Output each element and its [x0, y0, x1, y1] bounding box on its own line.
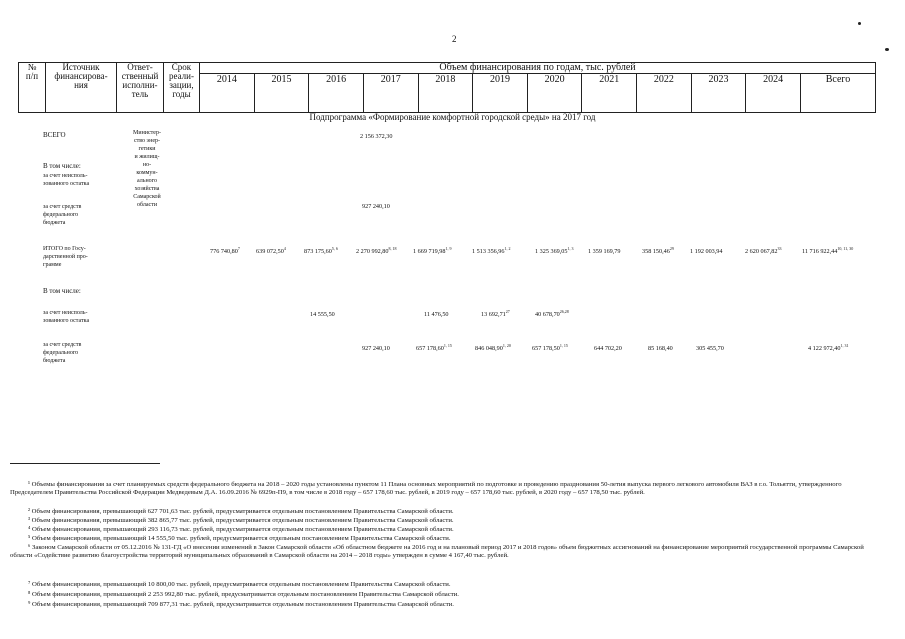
- unused-2020: 40 678,70$^{26,28}$: [535, 309, 569, 319]
- header-col-responsible: Ответ- ственный исполни- тель: [117, 63, 164, 113]
- footnote-7: ⁷ Объем финансирования, превышающий 10 800,00 тыс. рублей, предусматривается отдельным постановлением Правительства Самарской области.: [28, 581, 451, 588]
- header-year-total: Всего: [801, 74, 876, 113]
- footnote-6: ⁶ Законом Самарской области от 05.12.2016 № 131-ГД «О внесении изменений в Закон Самарской области «Об областном бюджете на 2016 год и на плановый период 2017 и 2018 годов» объем бюджетных ассигнований на финансирование мероприятий государственной программы Самарской области «Содействие развитию благоустройства территорий муниципальных образований в Самарской области на 2014 – 2018 годы» утвержден в сумме 4 167,40 тыс. рублей.: [10, 544, 864, 560]
- header-col-term: Срок реали- зации, годы: [164, 63, 200, 113]
- unused-balance-label-2: за счет неисполь- зованного остатка: [43, 310, 90, 324]
- header-funding-group: Объем финансирования по годам, тыс. рублей: [200, 63, 876, 74]
- header-year: 2021: [582, 74, 637, 113]
- federal-2017-value: 927 240,10: [362, 203, 390, 210]
- footnote-3: ³ Объем финансирования, превышающий 382 865,77 тыс. рублей, предусматривается отдельным постановлением Правительства Самарской области.: [28, 517, 454, 524]
- unused-2016: 14 555,50: [310, 311, 335, 319]
- footnote-2: ² Объем финансирования, превышающий 627 701,63 тыс. рублей, предусматривается отдельным постановлением Правительства Самарской области.: [28, 508, 454, 515]
- footnote-5: ⁵ Объем финансирования, превышающий 14 555,50 тыс. рублей, предусматривается отдельным постановлением Правительства Самарской области.: [28, 535, 451, 542]
- itogo-2020: 1 325 369,05$^{1, 3}$: [535, 246, 574, 256]
- header-year: 2019: [473, 74, 528, 113]
- page-number: 2: [452, 34, 457, 44]
- unused-2019: 13 692,71$^{27}$: [481, 309, 510, 319]
- itogo-2017: 2 270 992,80$^{8, 18}$: [356, 246, 397, 256]
- header-year: 2014: [200, 74, 255, 113]
- itogo-2019: 1 513 356,96$^{1, 2}$: [472, 246, 511, 256]
- federal-2020: 657 178,50$^{1, 15}$: [532, 343, 568, 353]
- header-year: 2024: [746, 74, 801, 113]
- header-col-number: № п/п: [19, 63, 46, 113]
- scan-speck: [858, 22, 861, 25]
- itogo-2024: 2 620 067,82$^{33}$: [745, 246, 782, 256]
- header-col-source: Источник финансирова- ния: [46, 63, 117, 113]
- unused-balance-label: за счет неисполь- зованного остатка: [43, 173, 90, 187]
- incl-label: В том числе:: [43, 162, 81, 170]
- header-year: 2022: [637, 74, 692, 113]
- itogo-2022: 358 150,46$^{29}$: [642, 246, 674, 256]
- header-year: 2023: [691, 74, 746, 113]
- federal-2021: 644 702,20: [594, 345, 622, 353]
- federal-2017: 927 240,10: [362, 345, 390, 353]
- header-year: 2020: [527, 74, 582, 113]
- unused-2018: 11 476,50: [424, 311, 449, 319]
- itogo-2018: 1 669 719,98$^{1, 9}$: [413, 246, 452, 256]
- header-table: [18, 62, 876, 113]
- federal-budget-label: за счет средств федерального бюджета: [43, 204, 82, 226]
- vsego-2017-value: 2 156 372,30: [360, 133, 393, 140]
- federal-2022: 85 168,40: [648, 345, 673, 353]
- incl-label-2: В том числе:: [43, 287, 81, 295]
- footnote-8: ⁸ Объем финансирования, превышающий 2 253 992,80 тыс. рублей, предусматривается отдельным постановлением Правительства Самарской области.: [28, 591, 459, 598]
- itogo-2015: 639 072,50$^4$: [256, 246, 286, 256]
- header-year: 2015: [254, 74, 309, 113]
- itogo-label: ИТОГО по Госу- дарственной про- грамме: [43, 246, 88, 268]
- header-year: 2018: [418, 74, 473, 113]
- footnote-1: ¹ Объемы финансирования за счет планируемых средств федерального бюджета на 2018 – 2020 годы установлены пунктом 11 Плана основных мероприятий по подготовке и проведению празднования 50-летия выпуска первого легкового автомобиля ВАЗ в г.о. Тольятти, утвержденного Председателем Правительства Российской Федерации Медведевым Д.А. 16.09.2016 № 6929п-П9, в том числе в 2018 году – 657 178,60 тыс. рублей, в 2019 году – 657 178,60 тыс. рублей, в 2020 году – 657 178,50 тыс. рублей.: [10, 481, 842, 497]
- footnote-divider: [10, 463, 160, 464]
- vsego-label: ВСЕГО: [43, 131, 66, 139]
- itogo-total: 11 716 922,44$^{10, 11, 30}$: [802, 246, 854, 256]
- footnote-4: ⁴ Объем финансирования, превышающий 293 116,73 тыс. рублей, предусматривается отдельным постановлением Правительства Самарской области.: [28, 526, 454, 533]
- header-year: 2017: [363, 74, 418, 113]
- scan-speck: [885, 48, 889, 51]
- federal-budget-label-2: за счет средств федерального бюджета: [43, 342, 82, 364]
- federal-2019: 846 048,90$^{1, 20}$: [475, 343, 511, 353]
- federal-2023: 305 455,70: [696, 345, 724, 353]
- itogo-2021: 1 359 169,79: [588, 248, 621, 256]
- subprogram-title: Подпрограмма «Формирование комфортной городской среды» на 2017 год: [309, 112, 596, 122]
- responsible-executor: Министер- ство энер- гетики и жилищ- но- коммун- ального хозяйства Самарской области: [133, 130, 161, 208]
- federal-2018: 657 178,60$^{1, 15}$: [416, 343, 452, 353]
- itogo-2016: 873 175,60$^{5, 6}$: [304, 246, 338, 256]
- federal-total: 4 122 972,40$^{1, 31}$: [808, 343, 849, 353]
- footnote-9: ⁹ Объем финансирования, превышающий 709 877,31 тыс. рублей, предусматривается отдельным постановлением Правительства Самарской области.: [28, 601, 454, 608]
- itogo-2023: 1 192 003,94: [690, 248, 723, 256]
- header-year: 2016: [309, 74, 364, 113]
- itogo-2014: 776 740,80$^7$: [210, 246, 240, 256]
